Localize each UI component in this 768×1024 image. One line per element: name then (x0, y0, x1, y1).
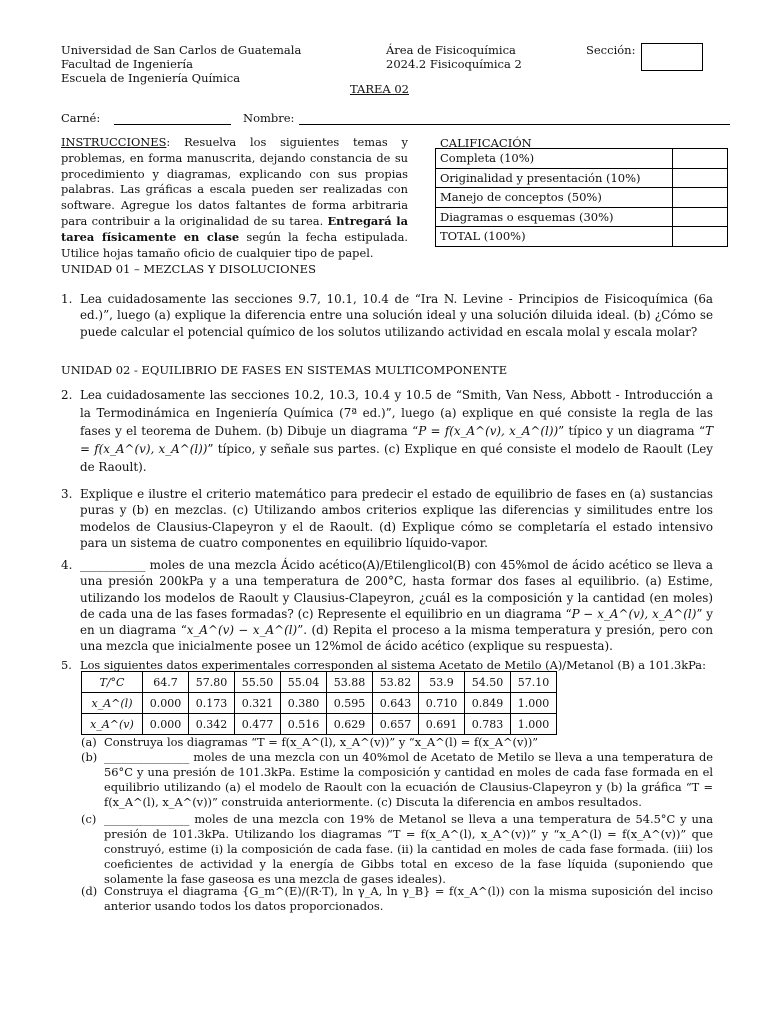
table-row (82, 693, 557, 714)
grading-criterion: Originalidad y presentación (10%) (436, 168, 673, 188)
table-cell: 64.7 (143, 672, 189, 693)
question-text: Lea cuidadosamente las secciones 9.7, 10.1, 10.4 de “Ira N. Levine - Principios de Fisicoquímica (6a ed.)”, luego (a) explique la diferencia entre una solución ideal y una solución diluida ideal. (b) ¿Cómo se puede calcular el potencial químico de los solutos utilizando actividad en escala molal y escala molar? (80, 292, 713, 339)
carne-label: Carné: (61, 111, 101, 125)
table-cell: 0.783 (465, 714, 511, 735)
table-cell: 55.50 (235, 672, 281, 693)
equilibrium-data-table (81, 671, 557, 735)
part-letter: (c) (81, 812, 97, 826)
grading-score-cell (673, 227, 728, 247)
question-number: 3. (61, 487, 73, 501)
table-cell: 57.10 (511, 672, 557, 693)
question-number: 5. (61, 658, 72, 672)
table-cell: 1.000 (511, 693, 557, 714)
q5-part-c (81, 812, 713, 887)
question-text-part: ___________ moles de una mezcla Ácido acético(A)/Etilenglicol(B) con 45%mol de ácido acético se lleva a una presión 200kPa y a una temperatura de 200°C, hasta formar dos fases al equilibrio. (a) Estime, utilizando los modelos de Raoult y Clausius-Clapeyron, ¿cuál es la composición y la cantidad (en moles) de cada una de las fases formadas? (c) Represente el equilibrio en un diagrama “ (80, 558, 713, 621)
question-text-part: ” típico y un diagrama “ (558, 424, 706, 438)
table-cell: 0.691 (419, 714, 465, 735)
question-1 (61, 291, 713, 340)
question-text-part: ” y en un diagrama “ (80, 606, 714, 638)
grading-criterion: TOTAL (100%) (436, 227, 673, 247)
grading-row (436, 168, 728, 188)
question-2 (61, 386, 713, 476)
grading-score-cell (673, 188, 728, 208)
part-letter: (a) (81, 735, 97, 749)
unit1-title: UNIDAD 01 – MEZCLAS Y DISOLUCIONES (61, 262, 316, 276)
q5-part-d (81, 884, 713, 914)
part-text: _______________ moles de una mezcla con 19% de Metanol se lleva a una temperatura de 54.5°C y una presión de 101.3kPa. Utilizando los diagramas “T = f(x_A^(l), x_A^(v))” y “x_A^(l) = f(x_A^(v))” que construyó, estime (i) la composición de cada fase. (ii) la cantidad en moles de cada fase formada. (iii) los coeficientes de actividad y la energía de Gibbs total en exceso de la fase líquida (suponiendo que solamente la fase gaseosa es una mezcla de gases ideales). (104, 812, 713, 886)
table-cell: 0.000 (143, 693, 189, 714)
math-expression: P = f(x_A^(v), x_A^(l)) (418, 424, 559, 438)
name-label: Nombre: (243, 111, 295, 125)
carne-line (114, 124, 231, 125)
table-row (82, 672, 557, 693)
table-cell: 57.80 (189, 672, 235, 693)
instructions-text-b: según la fecha estipulada. Utilice hojas tamaño oficio de cualquier tipo de papel. (61, 229, 408, 260)
instructions-bold: Entregará la tarea físicamente en clase (61, 213, 409, 244)
question-number: 2. (61, 388, 73, 402)
table-row (82, 714, 557, 735)
area-name: Área de Fisicoquímica (386, 43, 516, 57)
question-3 (61, 486, 713, 551)
part-text: Construya los diagramas “T = f(x_A^(l), x_A^(v))” y “x_A^(l) = f(x_A^(v))” (104, 735, 539, 749)
part-letter: (b) (81, 750, 98, 764)
table-cell: 0.321 (235, 693, 281, 714)
question-text: Los siguientes datos experimentales corresponden al sistema Acetato de Metilo (A)/Metanol (B) a 101.3kPa: (80, 658, 706, 672)
unit2-title: UNIDAD 02 - EQUILIBRIO DE FASES EN SISTEMAS MULTICOMPONENTE (61, 363, 508, 377)
assignment-title: TAREA 02 (350, 82, 409, 96)
grading-table (435, 148, 728, 247)
grading-row (436, 227, 728, 247)
table-cell: 0.342 (189, 714, 235, 735)
instructions-label: INSTRUCCIONES (61, 135, 167, 149)
section-label: Sección: (586, 43, 636, 57)
grading-row (436, 188, 728, 208)
grading-criterion: Manejo de conceptos (50%) (436, 188, 673, 208)
math-expression: x_A^(v) − x_A^(l) (186, 623, 298, 638)
q5-part-a (81, 735, 713, 750)
table-cell: 0.849 (465, 693, 511, 714)
row-label: x_A^(l) (82, 693, 143, 714)
question-text (80, 386, 713, 476)
header-left (61, 43, 301, 85)
question-text-part: ”. (d) Repita el proceso a la misma temperatura y presión, pero con una mezcla que inicialmente posee un 12%mol de ácido acético (explique su respuesta). (80, 623, 713, 654)
grading-criterion: Diagramas o esquemas (30%) (436, 207, 673, 227)
question-text-part: ” típico, y señale sus partes. (c) Explique en qué consiste el modelo de Raoult (Ley de Raoult). (80, 442, 714, 474)
header-center (386, 43, 522, 71)
math-expression: P − x_A^(v), x_A^(l) (571, 606, 697, 621)
part-text: _______________ moles de una mezcla con un 40%mol de Acetato de Metilo se lleva a una temperatura de 56°C y una presión de 101.3kPa. Estime la composición y cantidad en moles de cada fase formada en el equilibrio utilizando (a) el modelo de Raoult con la ecuación de Clausius-Clapeyron y (b) la gráfica “T = f(x_A^(l), x_A^(v))” construida anteriormente. (c) Discuta la diferencia en ambos resultados. (104, 750, 713, 809)
table-cell: 0.477 (235, 714, 281, 735)
university-name: Universidad de San Carlos de Guatemala (61, 43, 302, 57)
table-cell: 0.516 (281, 714, 327, 735)
table-cell: 0.629 (327, 714, 373, 735)
table-cell: 0.173 (189, 693, 235, 714)
grading-criterion: Completa (10%) (436, 149, 673, 169)
table-cell: 54.50 (465, 672, 511, 693)
table-cell: 53.88 (327, 672, 373, 693)
question-number: 1. (61, 292, 73, 306)
faculty-name: Facultad de Ingeniería (61, 57, 193, 71)
question-number: 4. (61, 558, 73, 572)
table-cell: 0.595 (327, 693, 373, 714)
grading-title: CALIFICACIÓN (440, 136, 532, 150)
grading-row (436, 149, 728, 169)
instructions-text-a: : Resuelva los siguientes temas y problemas, en forma manuscrita, dejando constancia de su procedimiento y diagramas, explicando con sus propias palabras. Las gráficas a escala pueden ser realizadas con software. Agregue los datos faltantes de forma arbitraria para contribuir a la originalidad de su tarea. (61, 135, 408, 228)
part-text: Construya el diagrama {G_m^(E)/(R·T), ln γ_A, ln γ_B} = f(x_A^(l)) con la misma suposición del inciso anterior usando todos los datos proporcionados. (104, 884, 713, 913)
q5-part-b (81, 750, 713, 810)
section-box (641, 43, 703, 71)
table-cell: 0.657 (373, 714, 419, 735)
table-cell: 0.643 (373, 693, 419, 714)
table-cell: 1.000 (511, 714, 557, 735)
part-letter: (d) (81, 884, 98, 898)
question-text (80, 557, 713, 655)
question-text-part: Lea cuidadosamente las secciones 10.2, 10.3, 10.4 y 10.5 de “Smith, Van Ness, Abbott - Introducción a la Termodinámica en Ingeniería Química (7ª ed.)”, luego (a) explique en qué consiste la regla de las fases y el teorema de Duhem. (b) Dibuje un diagrama “ (80, 388, 713, 438)
table-cell: 0.380 (281, 693, 327, 714)
grading-score-cell (673, 168, 728, 188)
school-name: Escuela de Ingeniería Química (61, 71, 241, 85)
row-label: T/°C (82, 672, 143, 693)
course-name: 2024.2 Fisicoquímica 2 (386, 57, 522, 71)
instructions-block (61, 135, 408, 261)
table-cell: 55.04 (281, 672, 327, 693)
grading-score-cell (673, 149, 728, 169)
row-label: x_A^(v) (82, 714, 143, 735)
name-line (299, 124, 730, 125)
math-expression: T = f(x_A^(v), x_A^(l)) (80, 424, 713, 456)
grading-row (436, 207, 728, 227)
table-cell: 0.710 (419, 693, 465, 714)
table-cell: 53.82 (373, 672, 419, 693)
table-cell: 53.9 (419, 672, 465, 693)
question-text: Explique e ilustre el criterio matemático para predecir el estado de equilibrio de fases en (a) sustancias puras y (b) en mezclas. (c) Utilizando ambos criterios explique las diferencias y similitudes entre los modelos de Clausius-Clapeyron y el de Raoult. (d) Explique cómo se completaría el estado intensivo para un sistema de cuatro componentes en equilibrio líquido-vapor. (80, 487, 713, 550)
grading-score-cell (673, 207, 728, 227)
question-4 (61, 557, 713, 655)
table-cell: 0.000 (143, 714, 189, 735)
